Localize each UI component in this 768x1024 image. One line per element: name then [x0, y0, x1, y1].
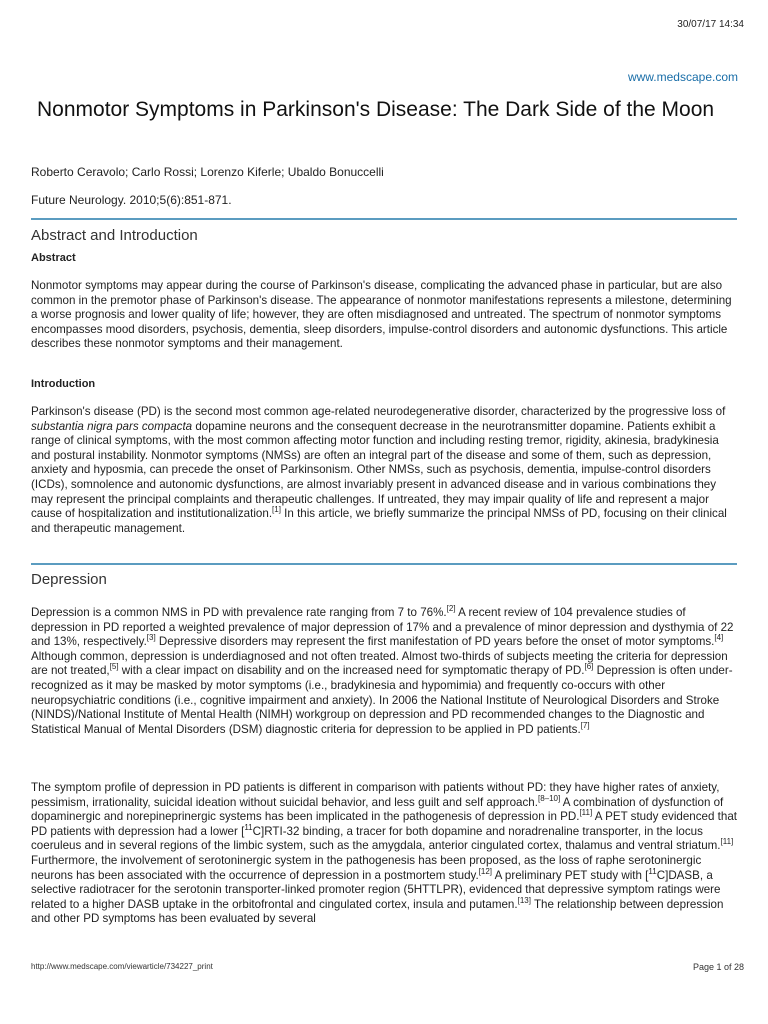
dep2-text: C]DASB, a selective radiotracer for the serotonin transporter-linked promoter region (5HTTLPR), evidenced that depressive symptom ratings were related to a higher DASB uptake in the orbitofrontal and cingulated cortex, insula and putamen. — [31, 868, 721, 911]
dep2-text: A PET study evidenced that PD patients with depression had a lower [ — [31, 810, 738, 838]
reference-link[interactable]: [7] — [580, 720, 590, 730]
depression-paragraph-1 — [31, 606, 737, 737]
abstract-paragraph: Nonmotor symptoms may appear during the course of Parkinson's disease, complicating the advanced phase in particular, but are also common in the premotor phase of Parkinson's disease. The appearance of nonmotor manifestations represents a milestone, determining a worse prognosis and lower quality of life; however, they are often misdiagnosed and untreated. The spectrum of nonmotor symptoms encompasses mood disorders, psychosis, dementia, sleep disorders, impulse-control disorders and autonomic dysfunctions. This article describes these nonmotor symptoms and their management. — [31, 279, 732, 351]
footer-page-indicator: Page 1 of 28 — [692, 962, 744, 972]
reference-link[interactable]: [5] — [109, 662, 119, 672]
reference-link[interactable]: [2] — [446, 604, 456, 614]
article-title: Nonmotor Symptoms in Parkinson's Disease: The Dark Side of the Moon — [37, 98, 715, 121]
intro-text-c: In this article, we briefly summarize the principal NMSs of PD, focusing on their clinical and therapeutic management. — [31, 507, 727, 535]
depression-paragraph-2 — [31, 781, 737, 927]
reference-link[interactable]: [1] — [272, 505, 281, 515]
dep2-text: C]RTI-32 binding, a tracer for both dopamine and noradrenaline transporter, in the locus coeruleus and in several regions of the limbic system, such as the amygdala, anterior cingulated cortex, thalamus and ventral striatum. — [31, 824, 721, 853]
dep2-text: Furthermore, the involvement of serotoninergic system in the pathogenesis has been proposed, as the loss of raphe serotoninergic neurons has been associated with the occurrence of depression in a postmortem study. — [31, 853, 702, 882]
subheading-introduction: Introduction — [31, 378, 96, 390]
reference-link[interactable]: [11] — [720, 837, 734, 847]
intro-text-b: dopamine neurons and the consequent decrease in the neurotransmitter dopamine. Patients exhibit a range of clinical symptoms, with the most common affecting motor function and including resting tremor, rigidity, akinesia, bradykinesia and postural instability. Nonmotor symptoms (NMSs) are often an integral part of the disease and some of them, such as depression, anxiety and hyposmia, can precede the onset of Parkinsonism. Other NMSs, such as psychosis, dementia, impulse-control disorders (ICDs), somnolence and autonomic dysfunctions, are almost invariably present in advanced disease and in various combinations they may represent the principal complaints and therapeutic challenges. If untreated, they may impair quality of life and represent a major cause of hospitalization and institutionalization. — [31, 419, 719, 521]
reference-link[interactable]: [3] — [146, 633, 156, 643]
site-url-link[interactable]: www.medscape.com — [627, 70, 738, 84]
reference-link[interactable]: [13] — [517, 895, 531, 905]
dep2-text: The relationship between depression and other PD symptoms has been evaluated by several — [31, 897, 724, 926]
dep2-text: The symptom profile of depression in PD patients is different in comparison with patients without PD: they have higher rates of anxiety, pessimism, irrationality, suicidal ideation without suicidal behavior, and less guilt and self approach. — [31, 781, 720, 809]
section-heading-depression: Depression — [31, 571, 107, 588]
reference-link[interactable]: [12] — [478, 866, 493, 876]
reference-link[interactable]: [4] — [714, 633, 724, 643]
print-timestamp: 30/07/17 14:34 — [677, 19, 744, 30]
intro-text-italic: substantia nigra pars compacta — [31, 419, 193, 433]
isotope-superscript: 11 — [244, 822, 253, 832]
section-heading-abstract-introduction: Abstract and Introduction — [31, 227, 198, 244]
dep2-text: A preliminary PET study with [ — [492, 868, 649, 882]
dep1-text: Depression is a common NMS in PD with prevalence rate ranging from 7 to 76%. — [31, 606, 447, 619]
dep1-text: Depression is often under-recognized as it may be masked by motor symptoms (i.e., bradykinesia and hypomimia) and frequently co-occurs with other neuropsychiatric conditions (i.e., cognitive impairment and anxiety). In 2006 the National Institute of Neurological Disorders and Stroke (NINDS)/National Institute of Mental Health (NIMH) workgroup on depression and PD recommended changes to the Diagnostic and Statistical Manual of Mental Disorders (DSM) diagnostic criteria for depression to be applied in PD patients. — [31, 664, 733, 736]
reference-link[interactable]: [8–10] — [537, 793, 561, 803]
introduction-paragraph — [31, 405, 737, 536]
dep1-text: Depressive disorders may represent the first manifestation of PD years before the onset of motor symptoms. — [155, 635, 715, 649]
article-authors: Roberto Ceravolo; Carlo Rossi; Lorenzo Kiferle; Ubaldo Bonuccelli — [31, 165, 384, 179]
dep1-text: A recent review of 104 prevalence studies of depression in PD reported a weighted prevalence of major depression of 17% and a prevalence of minor depression and dysthymia of 22 and 13%, respectively. — [31, 606, 734, 649]
dep2-text: A combination of dysfunction of dopaminergic and norepineprinergic systems has been implicated in the pathogenesis of depression in PD. — [31, 795, 724, 824]
reference-link[interactable]: [6] — [584, 662, 594, 672]
dep1-text: with a clear impact on disability and on the increased need for symptomatic therapy of PD. — [118, 664, 585, 678]
isotope-superscript: 11 — [648, 866, 657, 876]
article-citation: Future Neurology. 2010;5(6):851-871. — [31, 193, 232, 207]
footer-print-url: http://www.medscape.com/viewarticle/734227_print — [31, 962, 213, 971]
intro-text-a: Parkinson's disease (PD) is the second most common age-related neurodegenerative disorder, characterized by the progressive loss of — [31, 405, 726, 418]
section-divider — [31, 563, 737, 565]
dep1-text: Although common, depression is underdiagnosed and not often treated. Almost two-thirds of subjects meeting the criteria for depression are not treated, — [31, 649, 728, 678]
section-divider — [31, 218, 737, 220]
reference-link[interactable]: [11] — [579, 808, 593, 818]
subheading-abstract: Abstract — [31, 252, 76, 264]
